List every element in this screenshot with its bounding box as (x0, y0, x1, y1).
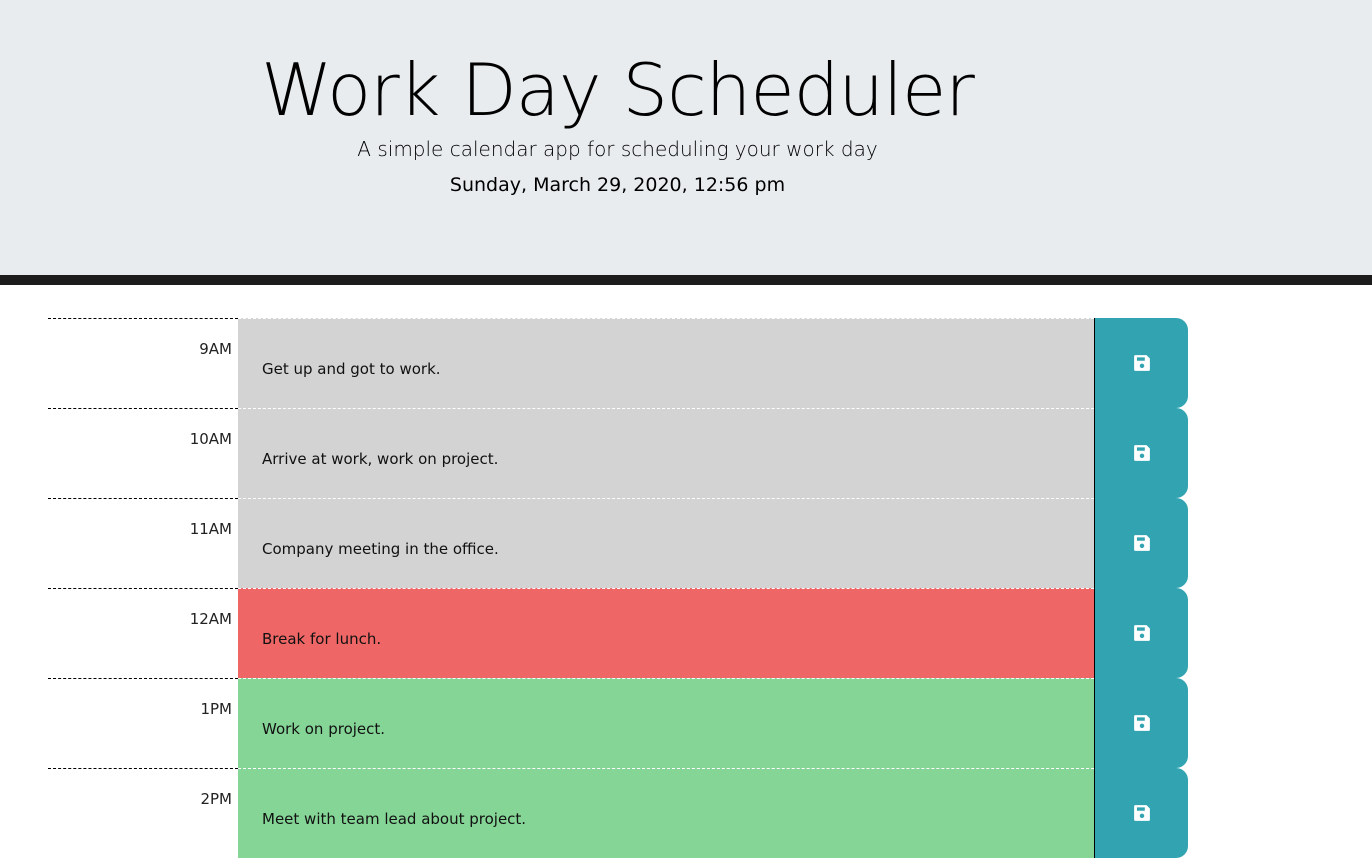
save-button[interactable] (1094, 498, 1188, 588)
header-jumbotron (0, 0, 1372, 275)
floppy-disk-icon (1133, 714, 1151, 732)
floppy-disk-icon (1133, 534, 1151, 552)
description-textarea[interactable]: Company meeting in the office. (238, 498, 1094, 588)
hour-label: 12AM (48, 588, 238, 678)
floppy-disk-icon (1133, 804, 1151, 822)
time-block-row (48, 768, 1188, 858)
current-day: Sunday, March 29, 2020, 12:56 pm (449, 174, 786, 196)
description-textarea[interactable]: Arrive at work, work on project. (238, 408, 1094, 498)
page-title: Work Day Scheduler (261, 48, 974, 132)
description-textarea[interactable]: Meet with team lead about project. (238, 768, 1094, 858)
hour-label: 2PM (48, 768, 238, 858)
floppy-disk-icon (1133, 624, 1151, 642)
schedule-container (48, 318, 1188, 858)
description-textarea[interactable]: Break for lunch. (238, 588, 1094, 678)
description-textarea[interactable]: Work on project. (238, 678, 1094, 768)
save-button[interactable] (1094, 588, 1188, 678)
hour-label: 9AM (48, 318, 238, 408)
header-divider (0, 275, 1372, 285)
time-block-row (48, 408, 1188, 498)
hour-label: 10AM (48, 408, 238, 498)
floppy-disk-icon (1133, 444, 1151, 462)
save-button[interactable] (1094, 318, 1188, 408)
description-textarea[interactable]: Get up and got to work. (238, 318, 1094, 408)
time-block-row (48, 678, 1188, 768)
save-button[interactable] (1094, 678, 1188, 768)
save-button[interactable] (1094, 408, 1188, 498)
time-block-row (48, 318, 1188, 408)
time-block-row (48, 588, 1188, 678)
save-button[interactable] (1094, 768, 1188, 858)
page-subtitle: A simple calendar app for scheduling your work day (357, 137, 878, 161)
hour-label: 11AM (48, 498, 238, 588)
time-block-row (48, 498, 1188, 588)
hour-label: 1PM (48, 678, 238, 768)
floppy-disk-icon (1133, 354, 1151, 372)
